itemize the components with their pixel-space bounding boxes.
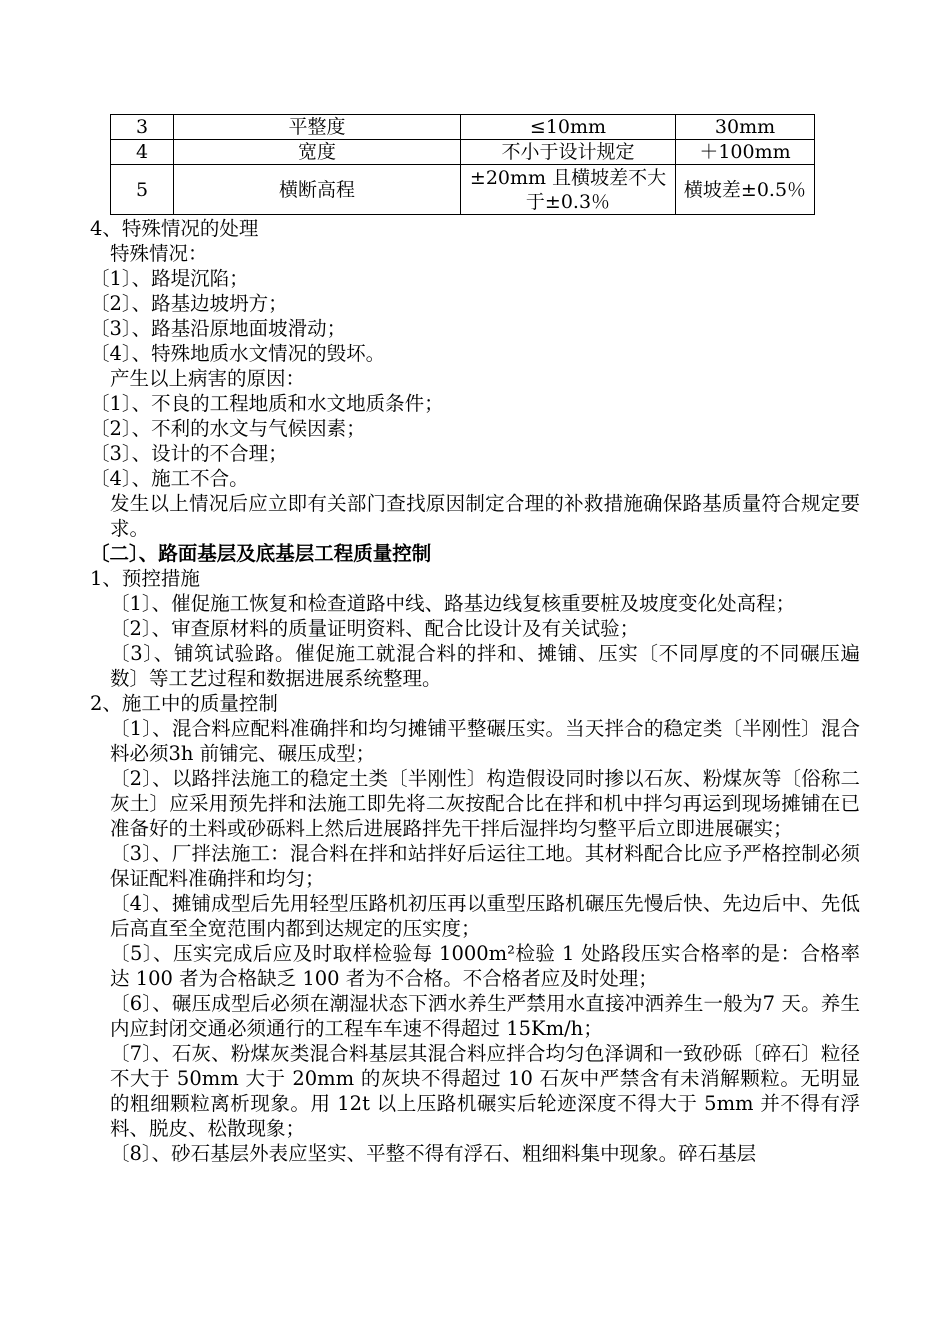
paragraph: 〔1〕、路堤沉陷； <box>90 267 249 290</box>
paragraph: 特殊情况： <box>110 242 208 265</box>
paragraph: 〔6〕、碾压成型后必须在潮湿状态下洒水养生严禁用水直接冲洒养生一般为7 天。养生内应封闭交通必须通行的工程车车速不得超过 15Km/h； <box>110 992 860 1040</box>
row-number: 3 <box>111 115 174 140</box>
paragraph: 〔5〕、压实完成后应及时取样检验每 1000m²检验 1 处路段压实合格率的是：合格率达 100 者为合格缺乏 100 者为不合格。不合格者应及时处理； <box>110 942 860 990</box>
row-number: 4 <box>111 140 174 165</box>
requirement: ±20mm 且横坡差不大于±0.3％ <box>461 165 676 215</box>
paragraph: 〔4〕、特殊地质水文情况的毁坏。 <box>90 342 386 365</box>
paragraph: 〔8〕、砂石基层外表应坚实、平整不得有浮石、粗细料集中现象。碎石基层 <box>110 1142 757 1165</box>
paragraph: 〔3〕、铺筑试验路。催促施工就混合料的拌和、摊铺、压实〔不同厚度的不同碾压遍数〕等工艺过程和数据进展系统整理。 <box>110 642 860 690</box>
item-name: 横断高程 <box>174 165 461 215</box>
requirement: ≤10mm <box>461 115 676 140</box>
paragraph: 〔1〕、不良的工程地质和水文地质条件； <box>90 392 444 415</box>
paragraph: 〔4〕、摊铺成型后先用轻型压路机初压再以重型压路机碾压先慢后快、先边后中、先低后高直至全宽范围内都到达规定的压实度； <box>110 892 860 940</box>
paragraph: 〔7〕、石灰、粉煤灰类混合料基层其混合料应拌合均匀色泽调和一致砂砾〔碎石〕粒径不大于 50mm 大于 20mm 的灰块不得超过 10 石灰中严禁含有未消解颗粒。无明显的粗细颗粒离析现象。用 12t 以上压路机碾实后轮迹深度不得大于 5mm 并不得有浮料、脱皮、松散现象； <box>110 1042 860 1140</box>
paragraph: 〔2〕、以路拌法施工的稳定土类〔半刚性〕构造假设同时掺以石灰、粉煤灰等〔俗称二灰土〕应采用预先拌和法施工即先将二灰按配合比在拌和机中拌匀再运到现场摊铺在已准备好的土料或砂砾料上然后进展路拌先干拌后湿拌均匀整平后立即进展碾实； <box>110 767 860 840</box>
paragraph: 〔3〕、厂拌法施工：混合料在拌和站拌好后运往工地。其材料配合比应予严格控制必须保证配料准确拌和均匀； <box>110 842 860 890</box>
paragraph: 2、施工中的质量控制 <box>90 692 278 715</box>
paragraph: 〔2〕、不利的水文与气候因素； <box>90 417 366 440</box>
paragraph: 〔2〕、路基边坡坍方； <box>90 292 288 315</box>
paragraph: 〔3〕、路基沿原地面坡滑动； <box>90 317 347 340</box>
paragraph: 〔3〕、设计的不合理； <box>90 442 288 465</box>
paragraph: 〔4〕、施工不合。 <box>90 467 249 490</box>
table-row <box>111 140 815 165</box>
paragraph: 产生以上病害的原因： <box>110 367 306 390</box>
quality-spec-table <box>110 114 815 215</box>
table-row <box>111 115 815 140</box>
allowed-deviation: ＋100mm <box>676 140 815 165</box>
row-number: 5 <box>111 165 174 215</box>
paragraph: 〔2〕、审查原材料的质量证明资料、配合比设计及有关试验； <box>110 617 640 640</box>
paragraph: 发生以上情况后应立即有关部门查找原因制定合理的补救措施确保路基质量符合规定要求。 <box>110 492 860 540</box>
paragraph: 1、预控措施 <box>90 567 200 590</box>
paragraph: 〔1〕、催促施工恢复和检查道路中线、路基边线复核重要桩及坡度变化处高程； <box>110 592 796 615</box>
item-name: 宽度 <box>174 140 461 165</box>
paragraph: 4、特殊情况的处理 <box>90 217 259 240</box>
allowed-deviation: 横坡差±0.5％ <box>676 165 815 215</box>
section-heading: 〔二〕、路面基层及底基层工程质量控制 <box>90 542 432 565</box>
paragraph: 〔1〕、混合料应配料准确拌和均匀摊铺平整碾压实。当天拌合的稳定类〔半刚性〕混合料必须3h 前铺完、碾压成型； <box>110 717 860 765</box>
item-name: 平整度 <box>174 115 461 140</box>
allowed-deviation: 30mm <box>676 115 815 140</box>
table-row <box>111 165 815 215</box>
document-body <box>90 216 860 1166</box>
requirement: 不小于设计规定 <box>461 140 676 165</box>
